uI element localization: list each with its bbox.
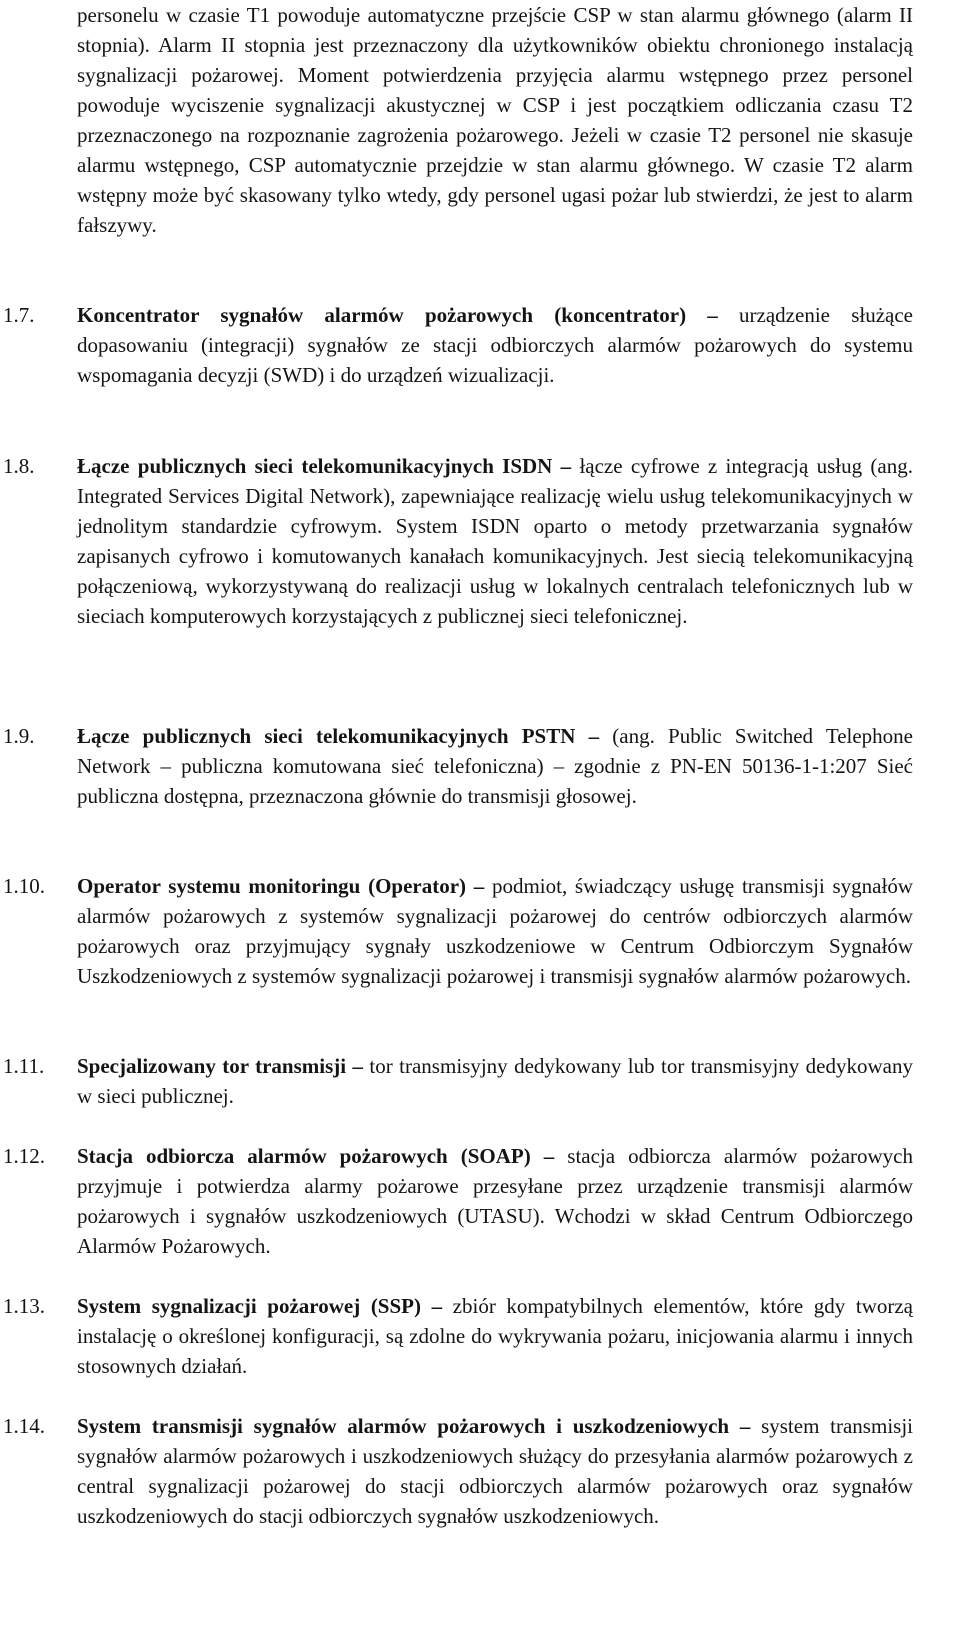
entry-text: system transmisji sygnałów alarmów pożarowych i uszkodzeniowych służący do przesyłania alarmów pożarowych z central sygnalizacji pożarowej do stacji odbiorczych alarmów pożarowych oraz sygnałów uszkodzeniowych do stacji odbiorczych sygnałów uszkodzeniowych. (77, 1414, 913, 1528)
intro-paragraph: personelu w czasie T1 powoduje automatyczne przejście CSP w stan alarmu głównego (alarm II stopnia). Alarm II stopnia jest przeznaczony dla użytkowników obiektu chronionego instalacją sygnalizacji pożarowej. Moment potwierdzenia przyjęcia alarmu wstępnego przez personel powoduje wyciszenie sygnalizacji akustycznej w CSP i jest początkiem odliczania czasu T2 przeznaczonego na rozpoznanie zagrożenia pożarowego. Jeżeli w czasie T2 personel nie skasuje alarmu wstępnego, CSP automatycznie przejdzie w stan alarmu głównego. W czasie T2 alarm wstępny może być skasowany tylko wtedy, gdy personel ugasi pożar lub stwierdzi, że jest to alarm fałszywy. (77, 3, 913, 237)
definition-entry (0, 1141, 913, 1261)
entry-term: System sygnalizacji pożarowej (SSP) – (77, 1294, 443, 1318)
entry-text: zbiór kompatybilnych elementów, które gdy tworzą instalację o określonej konfiguracji, są zdolne do wykrywania pożaru, inicjowania alarmu i innych stosownych działań. (77, 1294, 914, 1378)
definition-entry (0, 871, 913, 991)
entry-body (77, 1411, 913, 1531)
entry-number: 1.14. (3, 1414, 45, 1438)
entry-term: Koncentrator sygnałów alarmów pożarowych (koncentrator) – (77, 303, 718, 327)
entry-term: Stacja odbiorcza alarmów pożarowych (SOAP) – (77, 1144, 555, 1168)
entry-body (77, 1051, 913, 1111)
entry-number: 1.7. (3, 303, 35, 327)
definition-entry (0, 1051, 913, 1111)
entry-term: Łącze publicznych sieci telekomunikacyjnych PSTN – (77, 724, 600, 748)
entry-text: stacja odbiorcza alarmów pożarowych przyjmuje i potwierdza alarmy pożarowe przesyłane przez urządzenie transmisji alarmów pożarowych i sygnałów uszkodzeniowych (UTASU). Wchodzi w skład Centrum Odbiorczego Alarmów Pożarowych. (77, 1144, 913, 1258)
entry-text: łącze cyfrowe z integracją usług (ang. Integrated Services Digital Network), zapewniające realizację wielu usług telekomunikacyjnych w jednolitym standardzie cyfrowym. System ISDN oparto o metody przetwarzania sygnałów zapisanych cyfrowo i komutowanych kanałach komunikacyjnych. Jest siecią telekomunikacyjną połączeniową, wykorzystywaną do realizacji usług w lokalnych centralach telefonicznych lub w sieciach komputerowych korzystających z publicznej sieci telefonicznej. (77, 454, 913, 628)
definition-entry (0, 1291, 913, 1381)
entry-body (77, 1291, 913, 1381)
entry-body (77, 451, 913, 631)
entry-term: Łącze publicznych sieci telekomunikacyjnych ISDN – (77, 454, 572, 478)
entry-body (77, 1141, 913, 1261)
entry-text: urządzenie służące dopasowaniu (integracji) sygnałów ze stacji odbiorczych alarmów pożarowych do systemu wspomagania decyzji (SWD) i do urządzeń wizualizacji. (77, 303, 913, 387)
definition-entry (0, 721, 913, 811)
entry-body (77, 721, 913, 811)
definition-entry (0, 1411, 913, 1531)
entry-number: 1.12. (3, 1144, 45, 1168)
entry-number: 1.9. (3, 724, 35, 748)
entry-term: System transmisji sygnałów alarmów pożarowych i uszkodzeniowych – (77, 1414, 751, 1438)
entry-text: tor transmisyjny dedykowany lub tor transmisyjny dedykowany w sieci publicznej. (77, 1054, 913, 1108)
entry-number: 1.10. (3, 874, 45, 898)
entry-term: Operator systemu monitoringu (Operator) – (77, 874, 485, 898)
definition-entry (0, 451, 913, 631)
entry-number: 1.13. (3, 1294, 45, 1318)
entry-term: Specjalizowany tor transmisji – (77, 1054, 363, 1078)
entry-body (77, 300, 913, 390)
entry-text: podmiot, świadczący usługę transmisji sygnałów alarmów pożarowych z systemów sygnalizacji pożarowej do centrów odbiorczych alarmów pożarowych oraz przyjmujący sygnały uszkodzeniowe w Centrum Odbiorczym Sygnałów Uszkodzeniowych z systemów sygnalizacji pożarowej i transmisji sygnałów alarmów pożarowych. (77, 874, 914, 988)
definition-entry (0, 300, 913, 390)
entry-number: 1.8. (3, 454, 35, 478)
entry-number: 1.11. (3, 1054, 45, 1078)
entry-body (77, 871, 913, 991)
entry-text: (ang. Public Switched Telephone Network – publiczna komutowana sieć telefoniczna) – zgodnie z PN-EN 50136-1-1:207 Sieć publiczna dostępna, przeznaczona głównie do transmisji głosowej. (77, 724, 914, 808)
